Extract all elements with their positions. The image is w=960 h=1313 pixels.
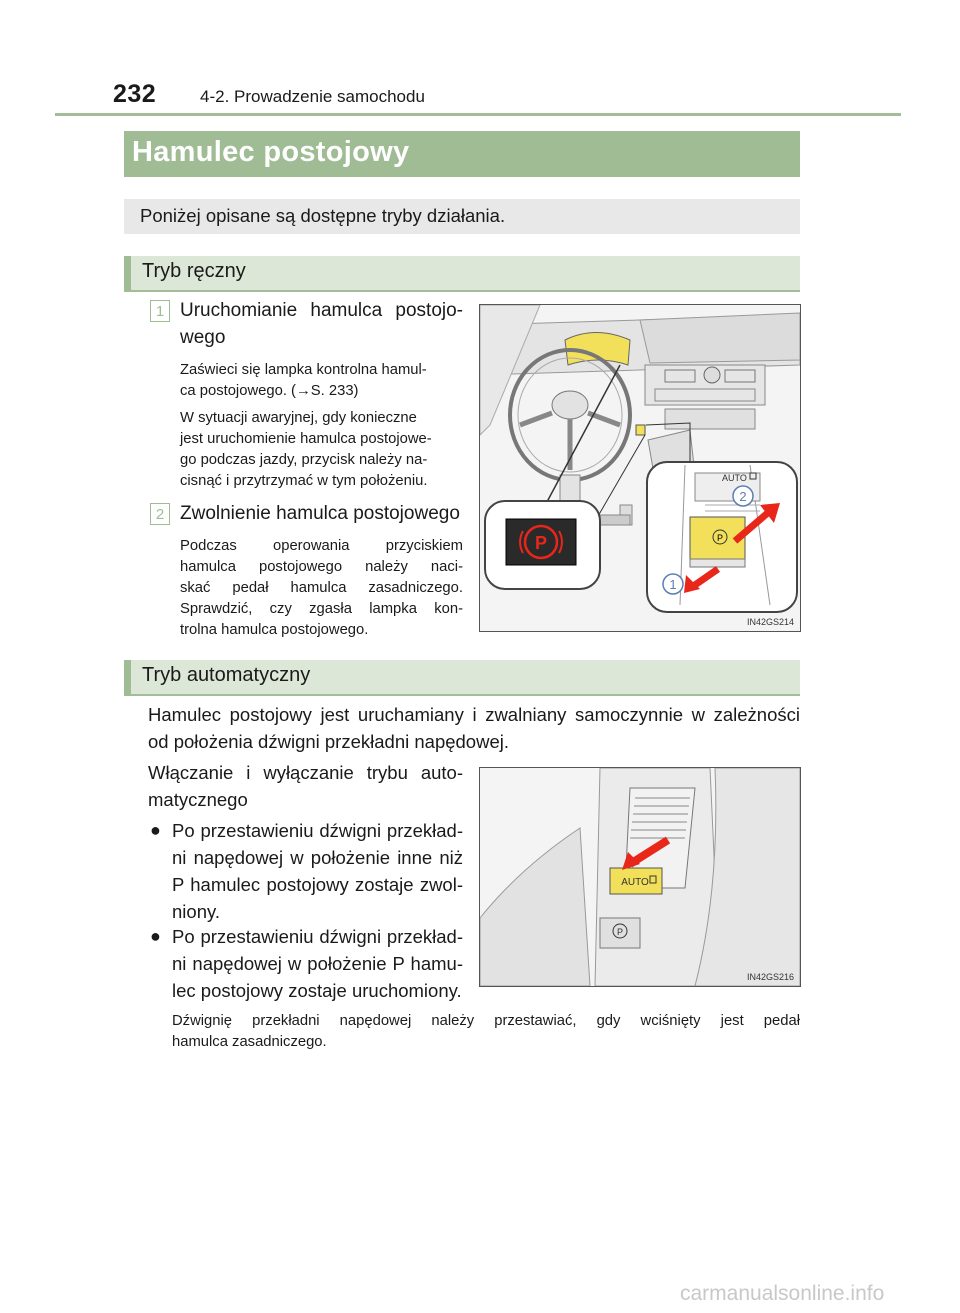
figure-code: IN42GS216 bbox=[746, 972, 794, 982]
body-line: Hamulec postojowy jest uruchamiany i zwalniany samoczynnie w zależności bbox=[148, 704, 800, 725]
console-illustration bbox=[480, 768, 800, 986]
body-line: matycznego bbox=[148, 789, 248, 810]
auto-button-label: AUTO bbox=[621, 877, 649, 888]
bullet-icon: ● bbox=[150, 820, 161, 840]
note-line: go podczas jazdy, przycisk należy na- bbox=[180, 452, 428, 468]
shift-note bbox=[172, 1011, 800, 1053]
step-title-1-line2: wego bbox=[180, 327, 226, 348]
callout-1: 1 bbox=[669, 577, 677, 592]
note-line: Zaświeci się lampka kontrolna hamul- bbox=[180, 362, 427, 378]
bullet-line: Po przestawieniu dźwigni przekład- bbox=[172, 926, 463, 947]
dashboard-illustration bbox=[480, 305, 800, 631]
note-line: Podczas operowania przyciskiem bbox=[180, 538, 463, 554]
note-line: trolna hamulca postojowego. bbox=[180, 622, 369, 638]
bullet-line: niony. bbox=[172, 901, 220, 922]
bullet-item-1 bbox=[172, 817, 463, 925]
bullet-line: P hamulec postojowy zostaje zwol- bbox=[172, 874, 463, 895]
parking-indicator-p: P bbox=[534, 533, 548, 553]
page-title-bar bbox=[124, 131, 800, 177]
note-line: Sprawdzić, czy zgasła lampka kon- bbox=[180, 601, 463, 617]
note-line: hamulca postojowego należy naci- bbox=[180, 559, 463, 575]
bullet-line: lec postojowy zostaje uruchomiony. bbox=[172, 980, 462, 1001]
chapter-title: 4-2. Prowadzenie samochodu bbox=[200, 87, 425, 106]
page-title: Hamulec postojowy bbox=[132, 136, 410, 168]
section-stripe bbox=[124, 660, 131, 696]
dashboard-figure bbox=[479, 304, 801, 632]
step-title-1-line1: Uruchomianie hamulca postojo- bbox=[180, 300, 463, 321]
step-title-2: Zwolnienie hamulca postojowego bbox=[180, 503, 460, 524]
section-title: Tryb automatyczny bbox=[142, 664, 311, 686]
note-line: skać pedał hamulca zasadniczego. bbox=[180, 580, 463, 596]
note-line: cisnąć i przytrzymać w tym położeniu. bbox=[180, 473, 428, 489]
bullet-icon: ● bbox=[150, 926, 161, 946]
callout-2: 2 bbox=[739, 489, 747, 504]
console-figure bbox=[479, 767, 801, 987]
bullet-item-2 bbox=[172, 923, 463, 1004]
switch-p-label: P bbox=[716, 533, 724, 543]
intro-text: Poniżej opisane są dostępne tryby działania. bbox=[140, 205, 506, 226]
body-line: Włączanie i wyłączanie trybu auto- bbox=[148, 762, 463, 783]
section-heading-manual bbox=[124, 256, 800, 292]
note-line: W sytuacji awaryjnej, gdy konieczne bbox=[180, 410, 417, 426]
step-note-1b bbox=[180, 408, 463, 492]
watermark: carmanualsonline.info bbox=[680, 1282, 885, 1305]
auto-toggle-heading bbox=[148, 759, 463, 813]
note-line: hamulca zasadniczego. bbox=[172, 1034, 327, 1050]
header-divider bbox=[55, 113, 901, 116]
note-line: jest uruchomienie hamulca postojowe- bbox=[180, 431, 432, 447]
step-note-2 bbox=[180, 536, 463, 641]
note-line: ca postojowego. (→S. 233) bbox=[180, 383, 359, 399]
step-title-1 bbox=[180, 297, 463, 351]
bullet-line: Po przestawieniu dźwigni przekład- bbox=[172, 820, 463, 841]
step-badge-1: 1 bbox=[150, 300, 170, 322]
figure-code: IN42GS214 bbox=[746, 617, 794, 627]
section-title: Tryb ręczny bbox=[142, 260, 246, 282]
body-line: od położenia dźwigni przekładni napędowej. bbox=[148, 731, 509, 752]
step-note-1a bbox=[180, 360, 463, 402]
step-badge-2: 2 bbox=[150, 503, 170, 525]
intro-bar bbox=[124, 199, 800, 234]
p-switch-label: P bbox=[616, 927, 624, 937]
bullet-line: ni napędowej w położenie inne niż bbox=[172, 847, 463, 868]
bullet-line: ni napędowej w położenie P hamu- bbox=[172, 953, 463, 974]
section-heading-auto bbox=[124, 660, 800, 696]
note-line: Dźwignię przekładni napędowej należy przestawiać, gdy wciśnięty jest pedał bbox=[172, 1013, 800, 1029]
auto-description bbox=[148, 701, 800, 755]
section-stripe bbox=[124, 256, 131, 292]
auto-label: AUTO bbox=[722, 473, 747, 483]
page-number: 232 bbox=[113, 80, 157, 108]
